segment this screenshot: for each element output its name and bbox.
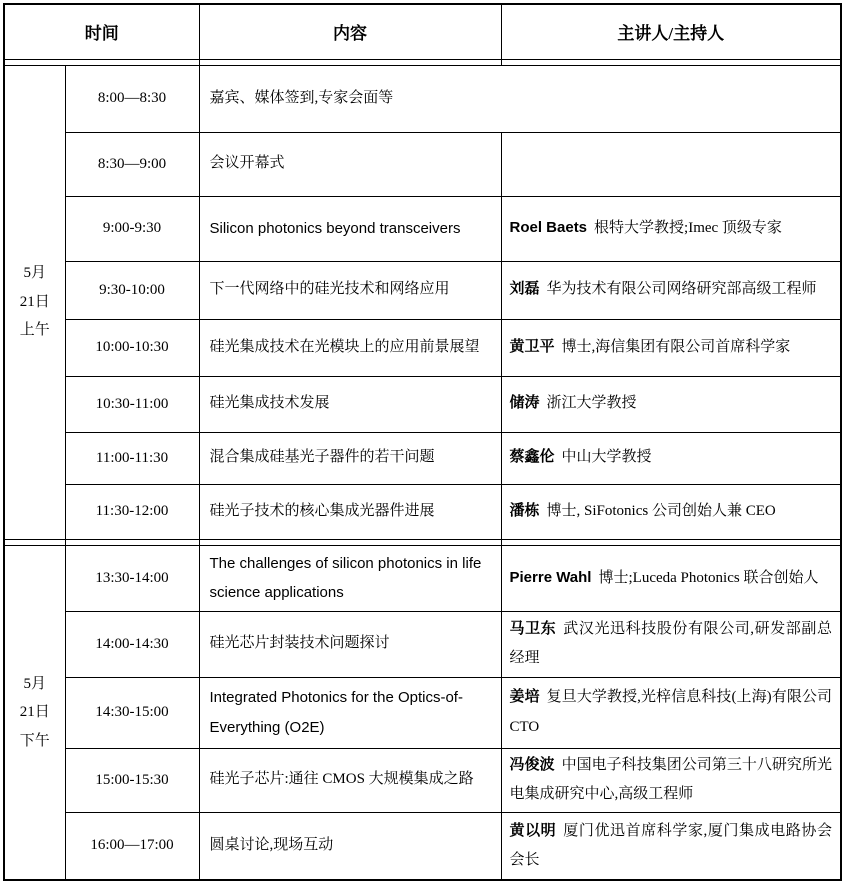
table-row <box>4 611 841 677</box>
time-cell: 11:30-12:00 <box>65 484 199 539</box>
speaker-cell <box>501 484 841 539</box>
table-row <box>4 261 841 319</box>
speaker-desc: 中国电子科技集团公司第三十八研究所光电集成研究中心,高级工程师 <box>509 756 832 802</box>
content-cell: 硅光子技术的核心集成光器件进展 <box>199 484 501 539</box>
content-cell: Silicon photonics beyond transceivers <box>199 196 501 261</box>
content-cell: 硅光集成技术在光模块上的应用前景展望 <box>199 319 501 376</box>
time-cell: 16:00—17:00 <box>65 812 199 880</box>
table-row <box>4 319 841 376</box>
group-line: 上午 <box>19 322 50 339</box>
time-cell: 14:00-14:30 <box>65 611 199 677</box>
table-row <box>4 748 841 812</box>
speaker-desc: 博士;Luceda Photonics 联合创始人 <box>598 569 819 586</box>
speaker-cell <box>501 611 841 677</box>
speaker-cell <box>501 748 841 812</box>
speaker-name: 马卫东 <box>509 620 557 637</box>
table-row <box>4 132 841 196</box>
content-cell: 下一代网络中的硅光技术和网络应用 <box>199 261 501 319</box>
content-cell: 嘉宾、媒体签到,专家会面等 <box>199 65 841 132</box>
table-row <box>4 196 841 261</box>
speaker-desc: 复旦大学教授,光梓信息科技(上海)有限公司 CTO <box>509 689 832 735</box>
group-line: 5月 <box>23 675 46 692</box>
time-cell: 14:30-15:00 <box>65 677 199 748</box>
speaker-desc: 中山大学教授 <box>561 449 652 466</box>
group-cell-morning <box>4 65 65 539</box>
content-cell: 硅光子芯片:通往 CMOS 大规模集成之路 <box>199 748 501 812</box>
time-cell: 8:00—8:30 <box>65 65 199 132</box>
table-row <box>4 376 841 432</box>
speaker-desc: 博士,海信集团有限公司首席科学家 <box>561 338 791 355</box>
speaker-desc: 华为技术有限公司网络研究部高级工程师 <box>546 281 817 298</box>
speaker-cell <box>501 196 841 261</box>
header-row <box>4 4 841 59</box>
speaker-cell <box>501 376 841 432</box>
speaker-name: 储涛 <box>509 395 540 412</box>
time-cell: 13:30-14:00 <box>65 545 199 611</box>
content-cell: 硅光芯片封装技术问题探讨 <box>199 611 501 677</box>
header-content: 内容 <box>199 4 501 59</box>
time-cell: 8:30—9:00 <box>65 132 199 196</box>
content-cell: 混合集成硅基光子器件的若干问题 <box>199 432 501 484</box>
table-row <box>4 545 841 611</box>
speaker-cell <box>501 319 841 376</box>
time-cell: 10:00-10:30 <box>65 319 199 376</box>
speaker-name: 蔡鑫伦 <box>509 449 555 466</box>
speaker-cell <box>501 132 841 196</box>
speaker-cell <box>501 545 841 611</box>
group-cell-afternoon <box>4 545 65 880</box>
table-row <box>4 484 841 539</box>
speaker-name: Roel Baets <box>509 219 588 237</box>
speaker-desc: 博士, SiFotonics 公司创始人兼 CEO <box>546 502 776 519</box>
speaker-desc: 根特大学教授;Imec 顶级专家 <box>594 220 782 237</box>
speaker-name: 姜培 <box>509 689 540 706</box>
group-line: 5月 <box>23 265 46 282</box>
speaker-name: 刘磊 <box>509 281 540 298</box>
speaker-desc: 浙江大学教授 <box>546 395 637 412</box>
header-time: 时间 <box>4 4 199 59</box>
speaker-cell <box>501 432 841 484</box>
group-line: 21日 <box>19 293 50 310</box>
speaker-cell <box>501 677 841 748</box>
table-row <box>4 432 841 484</box>
speaker-name: 黄卫平 <box>509 338 555 355</box>
table-row <box>4 65 841 132</box>
speaker-name: Pierre Wahl <box>509 568 592 586</box>
speaker-cell <box>501 812 841 880</box>
agenda-table <box>3 3 842 881</box>
content-cell: 硅光集成技术发展 <box>199 376 501 432</box>
time-cell: 9:00-9:30 <box>65 196 199 261</box>
speaker-name: 潘栋 <box>509 502 540 519</box>
speaker-name: 黄以明 <box>509 822 557 839</box>
table-row <box>4 677 841 748</box>
time-cell: 15:00-15:30 <box>65 748 199 812</box>
header-speaker: 主讲人/主持人 <box>501 4 841 59</box>
group-line: 下午 <box>19 732 50 749</box>
content-cell: The challenges of silicon photonics in life science applications <box>199 545 501 611</box>
time-cell: 11:00-11:30 <box>65 432 199 484</box>
speaker-cell <box>501 261 841 319</box>
table-row <box>4 812 841 880</box>
content-cell: 会议开幕式 <box>199 132 501 196</box>
time-cell: 9:30-10:00 <box>65 261 199 319</box>
group-line: 21日 <box>19 704 50 720</box>
content-cell: 圆桌讨论,现场互动 <box>199 812 501 880</box>
content-cell: Integrated Photonics for the Optics-of-Everything (O2E) <box>199 677 501 748</box>
speaker-desc: 厦门优迅首席科学家,厦门集成电路协会会长 <box>509 822 832 868</box>
speaker-desc: 武汉光迅科技股份有限公司,研发部副总经理 <box>509 620 832 666</box>
time-cell: 10:30-11:00 <box>65 376 199 432</box>
speaker-name: 冯俊波 <box>509 756 555 773</box>
